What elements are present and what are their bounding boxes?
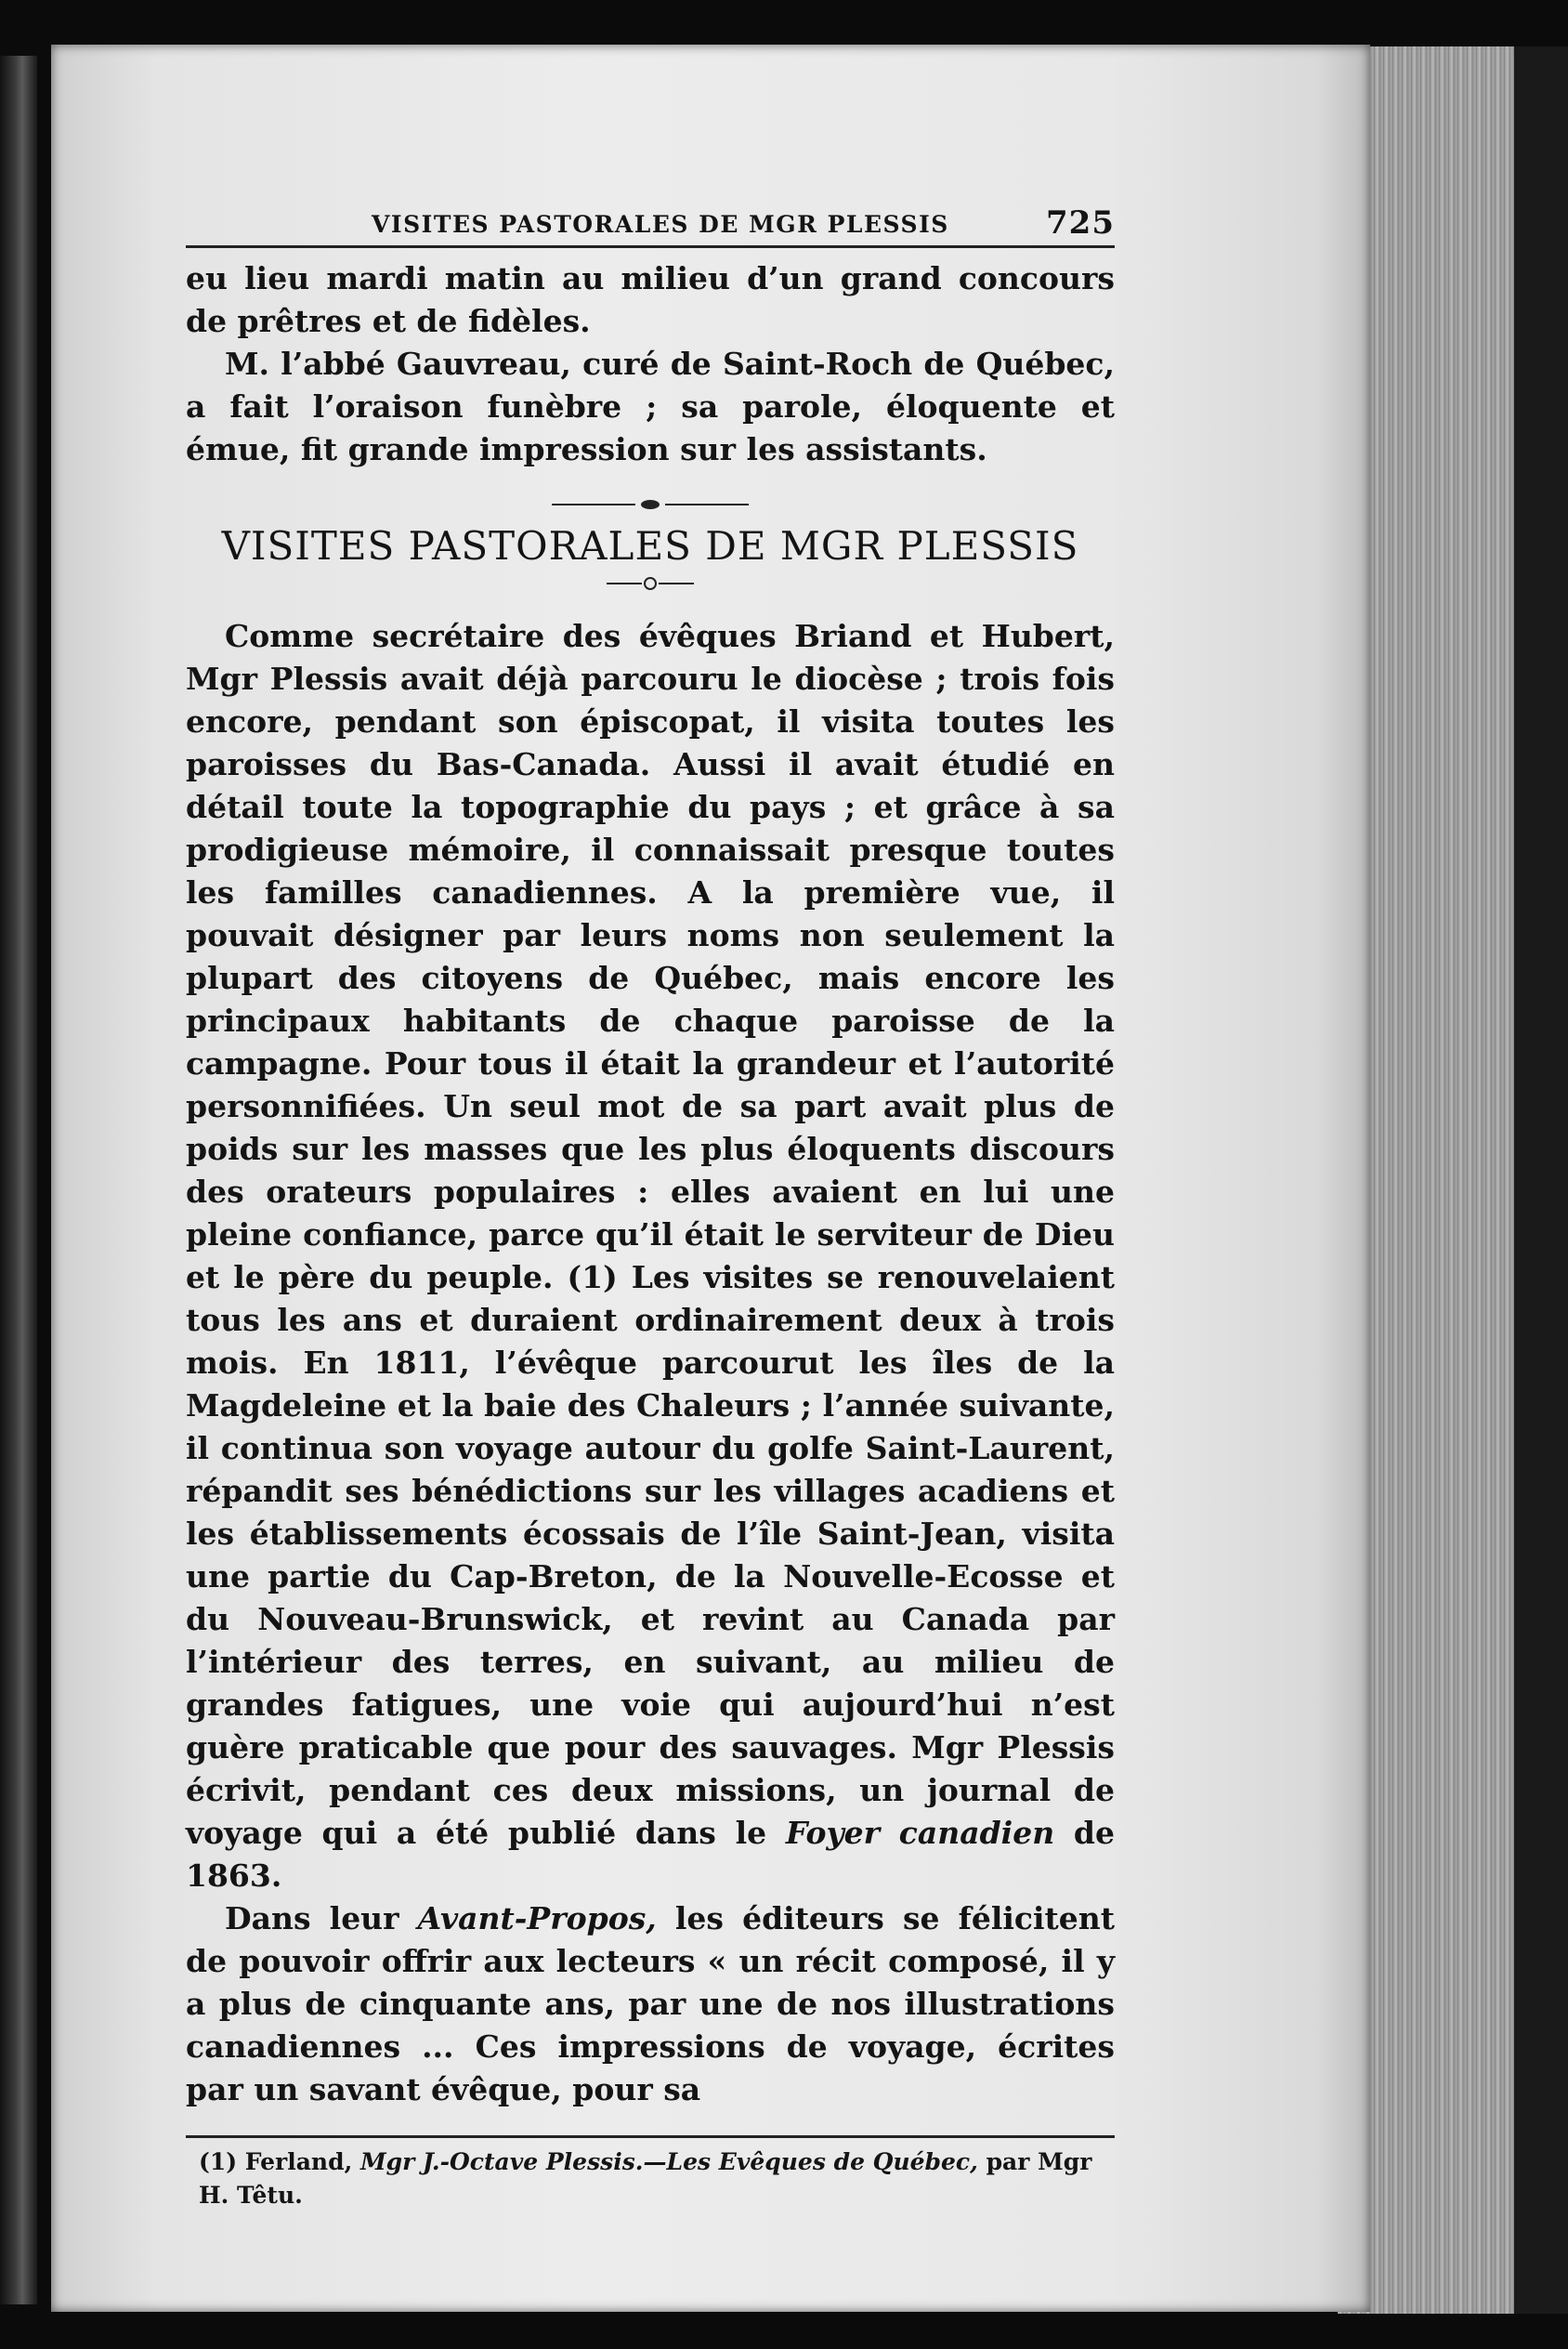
paragraph-visites: [186, 615, 1115, 1897]
paragraph-avant-propos: [186, 1897, 1115, 2111]
running-head: [186, 186, 1115, 248]
left-page-edge: [0, 56, 37, 2304]
section-title: VISITES PASTORALES DE MGR PLESSIS: [221, 523, 1079, 569]
paragraph-visites-text: Comme secrétaire des évêques Briand et Hubert, Mgr Plessis avait déjà parcouru le diocèse ; trois fois encore, pendant son épiscopat, il visita toutes les paroisses du Bas-Canada. Aussi il avait étudié en détail toute la topographie du pays ; et grâce à sa prodigieuse mémoire, il connaissait presque toutes les familles canadiennes. A la première vue, il pouvait désigner par leurs noms non seulement la plupart des citoyens de Québec, mais encore les principaux habitants de chaque paroisse de la campagne. Pour tous il était la grandeur et l’autorité personnifiées. Un seul mot de sa part avait plus de poids sur les masses que les plus éloquents discours des orateurs populaires : elles avaient en lui une pleine confiance, parce qu’il était le serviteur de Dieu et le père du peuple. (1) Les visites se renouvelaient tous les ans et duraient ordinairement deux à trois mois. En 1811, l’évêque parcourut les îles de la Magdeleine et la baie des Chaleurs ; l’année suivante, il continua son voyage autour du golfe Saint-Laurent, répandit ses bénédictions sur les villages acadiens et les établissements écossais de l’île Saint-Jean, visita une partie du Cap-Breton, de la Nouvelle-Ecosse et du Nouveau-Brunswick, et revint au Canada par l’intérieur des terres, en suivant, au milieu de grandes fatigues, une voie qui aujourd’hui n’est guère praticable que pour des sauvages. Mgr Plessis écrivit, pendant ces deux missions, un journal de voyage qui a été publié dans le: [186, 618, 1115, 1851]
small-ornament-line-right: [659, 583, 694, 584]
paragraph-continuation: eu lieu mardi matin au milieu d’un grand concours de prêtres et de fidèles.: [186, 260, 1115, 339]
ornament-center: [641, 500, 660, 509]
paragraph-avant-propos-text: les éditeurs se félicitent de pouvoir offrir aux lecteurs « un récit composé, il y a plus de cinquante ans, par une de nos illustrations canadiennes ... Ces impressions de voyage, écrites par un savant évêque, pour sa: [186, 1900, 1115, 2107]
footnote: [186, 2146, 1115, 2212]
running-title: VISITES PASTORALES DE MGR PLESSIS: [372, 211, 949, 238]
footnote-marker: (1) Ferland,: [199, 2148, 353, 2175]
paragraph-oraison: M. l’abbé Gauvreau, curé de Saint-Roch de Québec, a fait l’oraison funèbre ; sa parole, éloquente et émue, fit grande impression sur les assistants.: [186, 346, 1115, 467]
small-ornament-circle: [644, 577, 657, 590]
page-number: 725: [1046, 204, 1115, 242]
avant-propos-title: Avant-Propos,: [417, 1900, 657, 1936]
footnote-rule: [186, 2135, 1115, 2138]
section-ornament: [186, 495, 1115, 514]
ornament-line-left: [552, 504, 635, 505]
journal-title: Foyer canadien: [785, 1815, 1055, 1851]
footnote-rest: par Mgr H. Têtu.: [199, 2148, 1092, 2209]
ornament-line-right: [665, 504, 749, 505]
paragraph-avant-propos-start: Dans leur: [225, 1900, 399, 1936]
title-ornament: [186, 576, 1115, 591]
footnote-italic: Mgr J.-Octave Plessis.—Les Evêques de Québec,: [360, 2148, 978, 2175]
scan-border: [1514, 46, 1568, 2314]
page-content: [186, 186, 1115, 2212]
paragraph-visites-end: de 1863.: [186, 1815, 1115, 1894]
small-ornament-line-left: [607, 583, 642, 584]
